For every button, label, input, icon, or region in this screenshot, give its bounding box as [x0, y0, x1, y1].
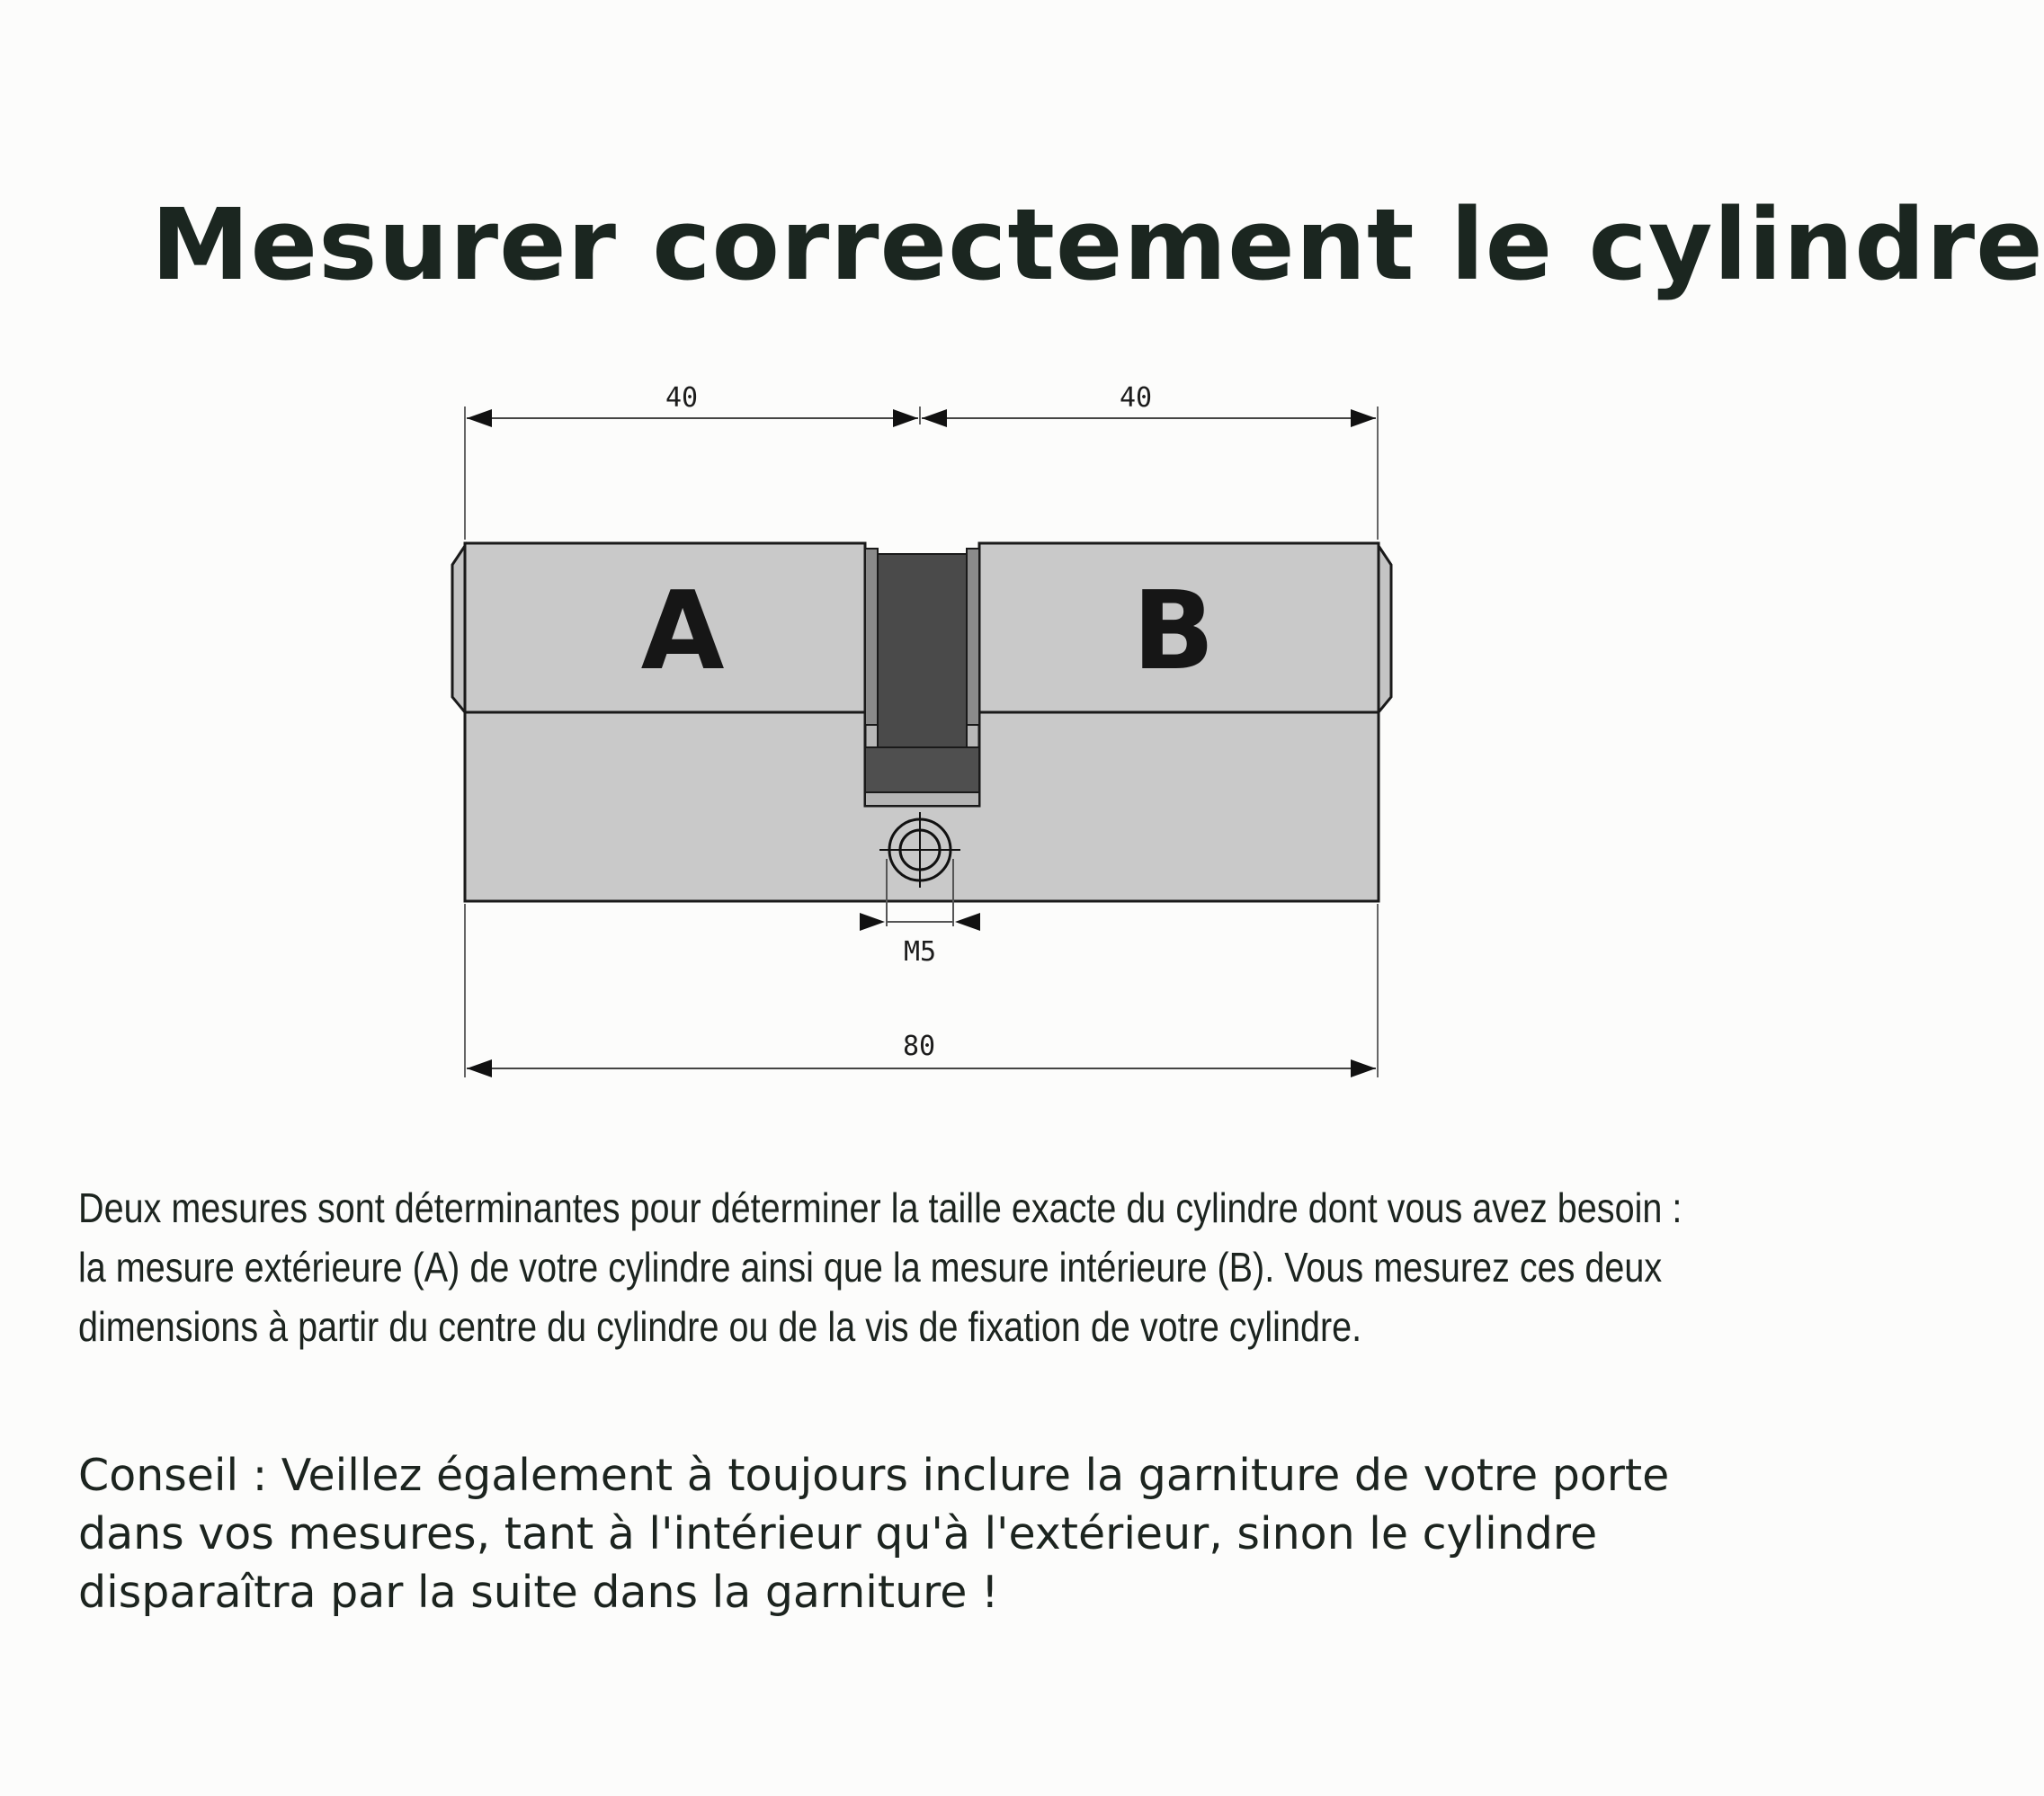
description-line: dimensions à partir du centre du cylindre ou de la vis de fixation de votre cylindre.: [78, 1303, 1362, 1350]
description-line: Deux mesures sont déterminantes pour déterminer la taille exacte du cylindre dont vous avez besoin :: [78, 1184, 1683, 1231]
dimension-total-line: [467, 1059, 1376, 1077]
cam-base: [865, 747, 979, 792]
dimension-total-label: 80: [902, 1031, 936, 1062]
label-b: B: [1132, 569, 1215, 694]
dimension-a-label: 40: [665, 382, 699, 414]
tip-line: disparaîtra par la suite dans la garniture !: [78, 1567, 999, 1618]
dimension-b-label: 40: [1119, 382, 1153, 414]
cam-base-strip: [865, 792, 979, 806]
tip-text: [78, 1446, 1769, 1622]
label-a: A: [640, 569, 725, 694]
tip-line: Conseil : Veillez également à toujours inclure la garniture de votre porte: [78, 1450, 1670, 1501]
description-text: [78, 1178, 1683, 1356]
cam-side-right: [967, 549, 979, 725]
tip-line: dans vos mesures, tant à l'intérieur qu'à l'extérieur, sinon le cylindre: [78, 1508, 1598, 1559]
page-title: Mesurer correctement le cylindre: [151, 187, 2044, 302]
screw-size-label: M5: [903, 936, 937, 968]
end-cap-right: [1379, 546, 1391, 712]
cam: [878, 554, 967, 747]
end-cap-left: [452, 546, 465, 712]
description-line: la mesure extérieure (A) de votre cylindre ainsi que la mesure intérieure (B). Vous mesurez ces deux: [78, 1244, 1663, 1291]
cam-side-left: [865, 549, 878, 725]
